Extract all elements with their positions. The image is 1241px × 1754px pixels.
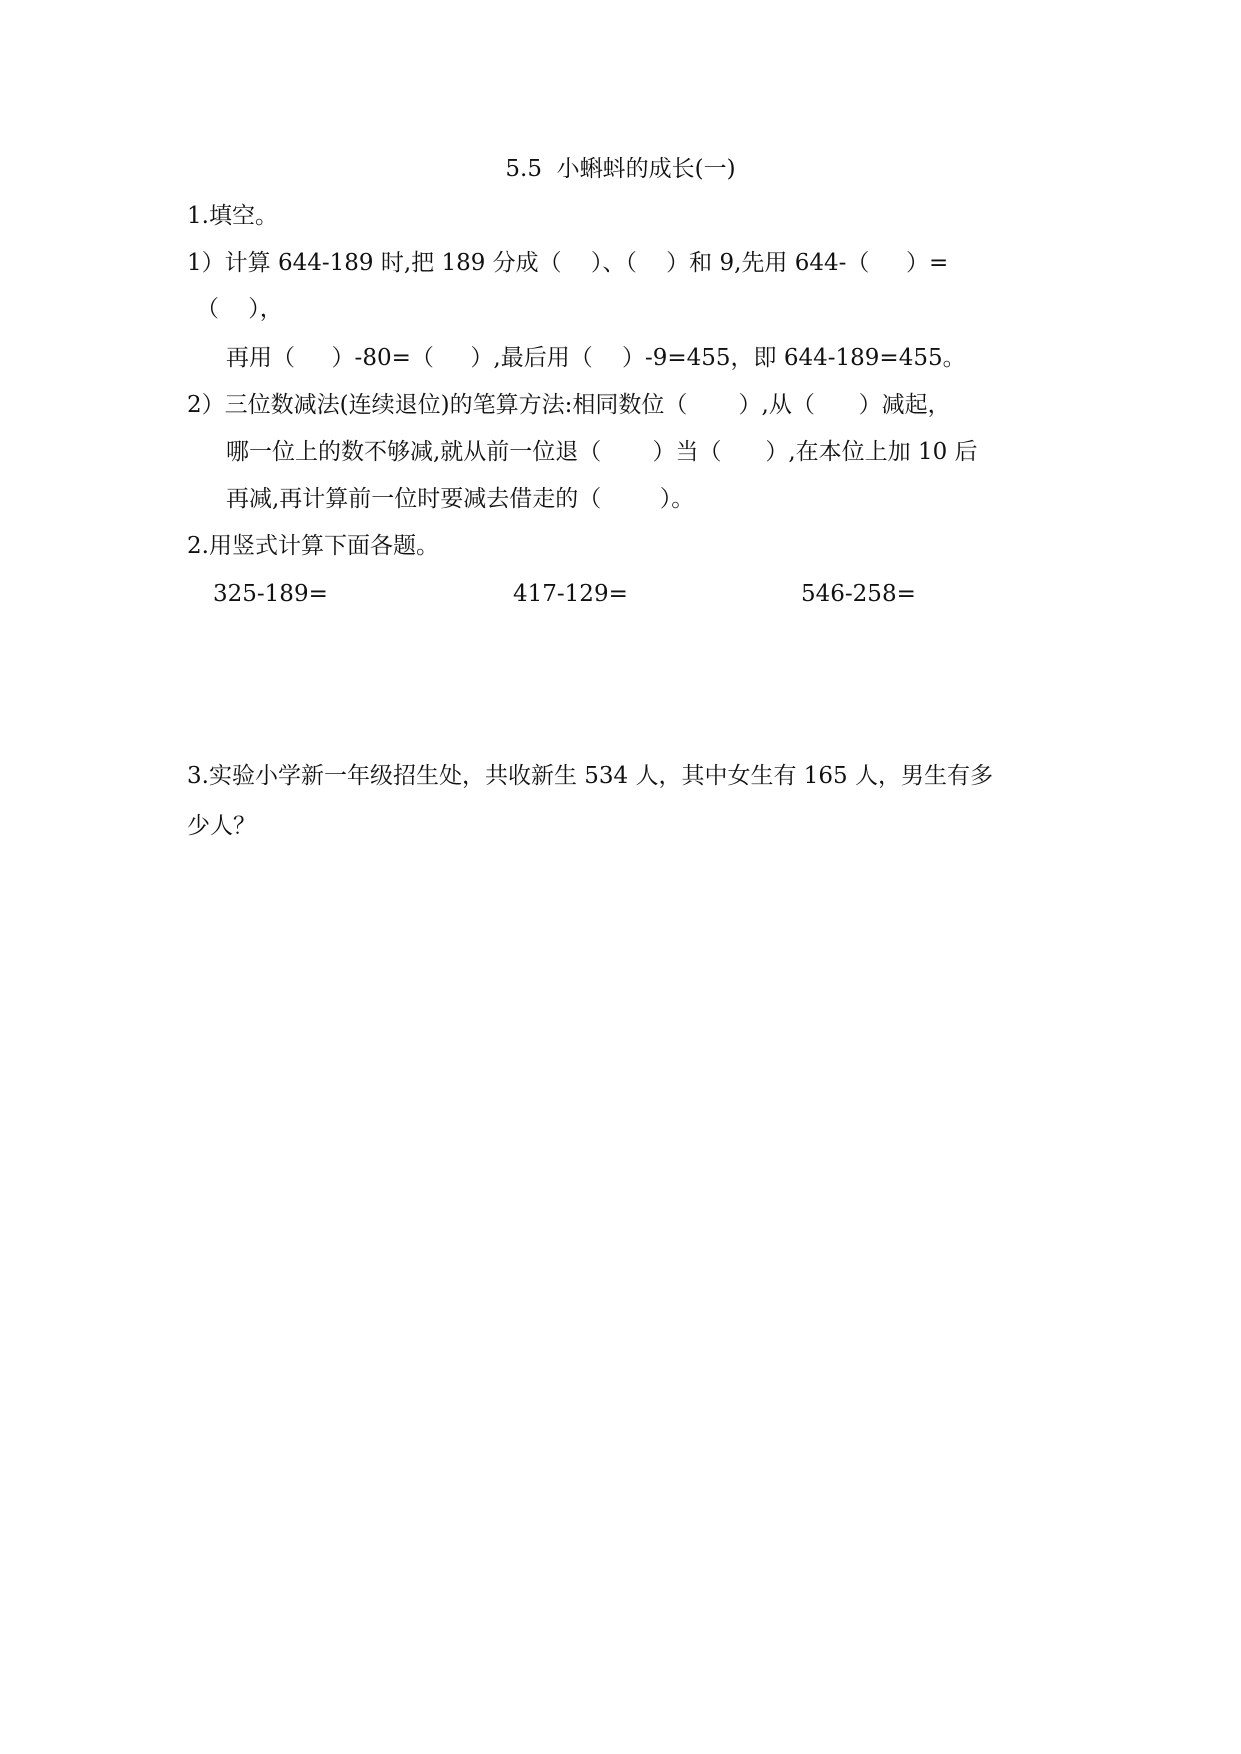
question1-item2-line3: 再减,再计算前一位时要减去借走的（ ）。: [226, 486, 695, 512]
question1-item2-line2: 哪一位上的数不够减,就从前一位退（ ）当（ ）,在本位上加 10 后: [226, 439, 978, 465]
problem-1: 325-189=: [213, 581, 328, 607]
question1-item1-line2: （ ），: [196, 296, 283, 322]
question3-line2: 少人？: [187, 813, 256, 839]
page-title: 5.5 小蝌蚪的成长(一): [505, 156, 736, 182]
question1-item2-line1: 2）三位数减法(连续退位)的笔算方法:相同数位（ ）,从（ ）减起，: [187, 392, 951, 418]
question1-item1-line1: 1）计算 644-189 时,把 189 分成（ ）、（ ）和 9,先用 644-（ ）=: [187, 250, 949, 276]
section2-heading: 2.用竖式计算下面各题。: [187, 533, 439, 559]
question1-item1-line3: 再用（ ）-80=（ ）,最后用（ ）-9=455，即 644-189=455。: [226, 345, 966, 371]
question3-line1: 3.实验小学新一年级招生处，共收新生 534 人，其中女生有 165 人，男生有多: [187, 763, 993, 789]
problem-2: 417-129=: [513, 581, 628, 607]
problem-3: 546-258=: [801, 581, 916, 607]
section1-heading: 1.填空。: [187, 203, 278, 229]
